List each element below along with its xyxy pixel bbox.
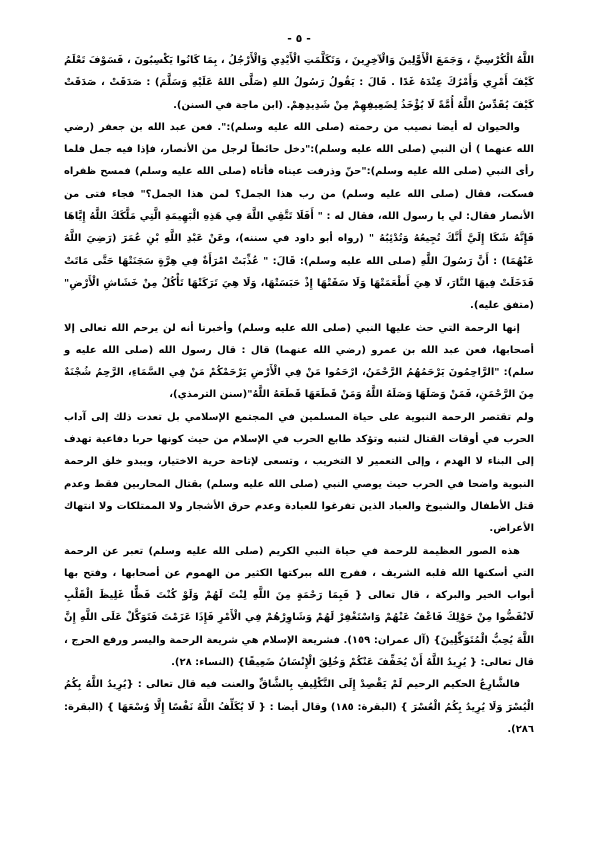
paragraph-3: إنها الرحمة التي حث عليها النبي (صلى الله عليه وسلم) وأخبرنا أنه لن يرحم الله تعالى إلا أصحابها، فعن عبد الله بن عمرو (رضي الله عنهما) قال : قال رسول الله (صلى الله عليه و سلم): "الرَّاحِمُونَ يَرْحَمُهُمُ الرَّحْمَنُ، ارْحَمُوا مَنْ فِي الْأَرْضِ يَرْحَمْكُمْ مَنْ فِي السَّمَاءِ، الرَّحِمُ شُجْنَةٌ مِنَ الرَّحْمَنِ، فَمَنْ وَصَلَهَا وَصَلَهُ اللَّهُ وَمَنْ قَطَعَهَا قَطَعَهُ اللَّهُ"(سنن الترمذي)، bbox=[64, 322, 534, 401]
paragraph-1: اللَّهُ الْكُرْسِيَّ ، وَجَمَعَ الْأَوَّلِينَ وَالْآخِرِينَ ، وَتَكَلَّمَتِ الْأَيْدِي وَالْأَرْجُلُ ، بِمَا كَانُوا يَكْسِبُونَ ، فَسَوْفَ تَعْلَمُ كَيْفَ أَمْرِي وَأَمْرُكَ عِنْدَهُ غَدًا . قَالَ : يَقُولُ رَسُولُ اللهِ (صَلَّى اللهُ عَلَيْهِ وَسَلَّمَ) : صَدَقَتْ ، صَدَقَتْ كَيْفَ يُقَدِّسُ اللَّهُ أُمَّةً لَا يُؤْخَذُ لِضَعِيفِهِمْ مِنْ شَدِيدِهِمْ. (ابن ماجة في السنن). bbox=[64, 55, 534, 111]
paragraph-4: ولم تقتصر الرحمة النبوية على حياة المسلمين في المجتمع الإسلامي بل تعدت ذلك إلى آداب الحرب في أوقات القتال لتنبه وتؤكد طابع الحرب في الإسلام من حيث كونها حربا دفاعية تهدف إلى البناء لا الهدم ، وإلى التعمير لا التخريب ، وتسعى لإتاحة حرية الاختيار، ويبدو خلق الرحمة النبوية واضحا في الحرب حيث يوصي النبي (صلى الله عليه وسلم) بقتال المحاربين فقط وعدم قتل الأطفال والشيوخ والعباد الذين تفرغوا للعبادة وعدم حرق الأشجار ولا الممتلكات ولا انتهاك الأعراض. bbox=[64, 411, 534, 535]
page-number: - ٥ - bbox=[287, 32, 311, 45]
paragraph-5: هذه الصور العظيمة للرحمة في حياة النبي الكريم (صلى الله عليه وسلم) تعبر عن الرحمة التي أسكنها الله قلبه الشريف ، ففرج الله ببركتها الكثير من الهموم عن أصحابها ، وفتح بها أبواب الخير والبركة ، قال تعالى { فَبِمَا رَحْمَةٍ مِنَ اللَّهِ لِنْتَ لَهُمْ وَلَوْ كُنْتَ فَظًّا غَلِيظَ الْقَلْبِ لَانْفَضُّوا مِنْ حَوْلِكَ فَاعْفُ عَنْهُمْ وَاسْتَغْفِرْ لَهُمْ وَشَاوِرْهُمْ فِي الْأَمْرِ فَإِذَا عَزَمْتَ فَتَوَكَّلْ عَلَى اللَّهِ إِنَّ اللَّهَ يُحِبُّ الْمُتَوَكِّلِينَ} (آل عمران: ١٥٩). فشريعة الإسلام هي شريعة الرحمة واليسر ورفع الحرج ، قال تعالى: { يُرِيدُ اللَّهُ أَنْ يُخَفِّفَ عَنْكُمْ وَخُلِقَ الْإِنْسَانُ ضَعِيفًا} (النساء: ٢٨). bbox=[64, 545, 534, 669]
paragraph-6: فالشَّارِعُ الحكيم الرحيم لَمْ يَقْصِدْ إِلَى التَّكْلِيفِ بِالشَّاقِّ والعنت فيه قال تعالى : {يُرِيدُ اللَّهُ بِكُمُ الْيُسْرَ وَلَا يُرِيدُ بِكُمُ الْعُسْرَ } (البقرة: ١٨٥) وقال أيضا : { لَا يُكَلِّفُ اللَّهُ نَفْسًا إِلَّا وُسْعَهَا } (البقرة: ٢٨٦). bbox=[64, 679, 534, 735]
paragraph-2: والحيوان له أيضا نصيب من رحمته (صلى الله عليه وسلم):". فعن عبد الله بن جعفر (رضي الله عنهما ) أن النبي (صلى الله عليه وسلم):"دخل حائطاً لرجل من الأنصار، فإذا فيه جمل فلما رأى النبي (صلى الله عليه وسلم):"حنّ وذرفت عيناه فأتاه (صلى الله عليه وسلم) فمسح ظفراه فسكت، فقال (صلى الله عليه وسلم) من رب هذا الجمل؟ لمن هذا الجمل؟" فجاء فتى من الأنصار فقال: لي يا رسول الله، فقال له : " أَفَلَا تَتَّقِي اللَّهَ فِي هَذِهِ الْبَهِيمَةِ الَّتِي مَلَّكَكَ اللَّهُ إِيَّاهَا فَإِنَّهُ شَكَا إِلَيَّ أَنَّكَ تُجِيعُهُ وَتُدْئِبُهُ " (رواه أبو داود في سننه)، وعَنْ عَبْدِ اللَّهِ بْنِ عُمَرَ (رَضِيَ اللَّهُ عَنْهُمَا) : أَنَّ رَسُولَ اللَّهِ (صلى الله عليه وسلم): قَالَ: " عُذِّبَتْ امْرَأَةٌ فِي هِرَّةٍ سَجَنَتْهَا حَتَّى مَاتَتْ فَدَخَلَتْ فِيهَا النَّارَ، لَا هِيَ أَطْعَمَتْهَا وَلَا سَقَتْهَا إِذْ حَبَسَتْهَا، وَلَا هِيَ تَرَكَتْهَا تَأْكُلُ مِنْ خَشَاشِ الْأَرْضِ"(متفق عليه). bbox=[64, 121, 534, 312]
document-body bbox=[64, 50, 534, 741]
